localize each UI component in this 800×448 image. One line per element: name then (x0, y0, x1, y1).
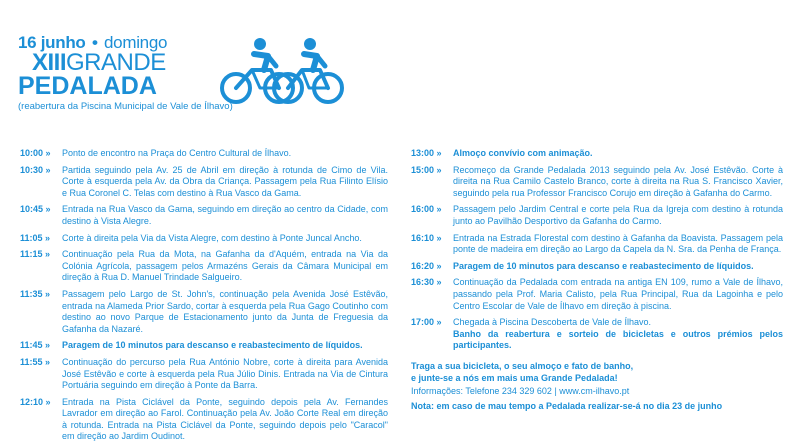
entry-time: 10:00 » (20, 148, 51, 158)
weather-note: Nota: em caso de mau tempo a Pedalada realizar-se-á no dia 23 de junho (411, 400, 723, 411)
entry-text (62, 148, 388, 160)
schedule-entry (411, 233, 783, 256)
event-title-line1 (32, 49, 233, 76)
entry-description: Chegada à Piscina Descoberta de Vale de Ílhavo. (453, 317, 651, 328)
two-cyclists-icon (216, 30, 346, 110)
entry-text (453, 204, 783, 227)
event-title-line2: PEDALADA (18, 72, 157, 100)
schedule-entry (411, 148, 783, 160)
entry-time: 16:20 » (411, 260, 442, 271)
schedule-entry (411, 165, 783, 200)
weekday: domingo (104, 33, 168, 52)
entry-text (453, 233, 783, 256)
entry-description: Partida seguindo pela Av. 25 de Abril em direção à rotunda de Cimo de Vila. Corte à esquerda pela Av. da Obra da Criança. Passagem pela Rua Filinto Elísio e Rua Coronel C. Telas com destino à Rua Vasco da Gama. (62, 164, 388, 198)
schedule-entry (20, 340, 388, 352)
schedule-entry (20, 357, 388, 392)
entry-time: 15:00 » (411, 164, 442, 175)
entry-time: 11:55 » (20, 356, 51, 367)
event-subtitle: (reabertura da Piscina Municipal de Vale de Ílhavo) (18, 101, 233, 112)
entry-time: 13:00 » (411, 148, 442, 158)
entry-text (62, 204, 388, 227)
entry-description: Entrada na Rua Vasco da Gama, seguindo em direção ao centro da Cidade, com destino à Vista Alegre. (62, 204, 388, 226)
entry-description: Continuação do percurso pela Rua António Nobre, corte à direita para Avenida José Estêvão e corte à esquerda pela Rua Júlio Dinis. Entrada na Via de Cintura Portuária seguindo em direção à Ponte da Barra. (62, 356, 388, 391)
entry-text (62, 289, 388, 335)
entry-time: 16:10 » (411, 232, 442, 243)
entry-time: 17:00 » (411, 317, 442, 328)
entry-time: 10:45 » (20, 204, 51, 215)
entry-time: 16:30 » (411, 277, 442, 288)
schedule-entry (20, 289, 388, 335)
schedule-entry (20, 148, 388, 160)
schedule-entry (20, 249, 388, 284)
entry-time: 11:15 » (20, 249, 51, 260)
entry-description: Ponto de encontro na Praça do Centro Cultural de Ílhavo. (62, 148, 292, 158)
entry-text (62, 397, 388, 443)
entry-description: Continuação da Pedalada com entrada na antiga EN 109, rumo a Vale de Ílhavo, passando pela Prof. Maria Calisto, pela Rua Principal, Rua da Lagoinha e pelo Centro Escolar de Vale de Ílhavo em direção à piscina. (453, 277, 783, 311)
entry-time: 12:10 » (20, 396, 51, 407)
entry-description: Continuação pela Rua da Mota, na Gafanha da d'Aquém, entrada na Via da Colónia Agrícola, passagem pelos Armazéns Gerais da Câmara Municipal em direção à Rua D. Manuel Trindade Salgueiro. (62, 249, 388, 283)
schedule-entry (411, 317, 783, 352)
schedule-right-column (411, 148, 783, 412)
entry-text (453, 165, 783, 200)
entry-description: Paragem de 10 minutos para descanso e reabastecimento de líquidos. (62, 340, 363, 351)
schedule-entry (20, 204, 388, 227)
schedule-entry (20, 397, 388, 443)
entry-description: Corte à direita pela Via da Vista Alegre, com destino à Ponte Juncal Ancho. (62, 232, 362, 243)
entry-time: 11:45 » (20, 340, 51, 351)
contact-info: Informações: Telefone 234 329 602 | www.cm-ilhavo.pt (411, 386, 630, 397)
entry-text (453, 148, 783, 160)
entry-time: 11:35 » (20, 288, 51, 299)
schedule-left-column (20, 148, 388, 448)
schedule-entry (411, 204, 783, 227)
entry-description: Entrada na Pista Ciclável da Ponte, seguindo depois pela Av. Fernandes Lavrador em direção ao Farol. Continuação pela Av. João Corte Real em direção à rotunda. Entrada na Pista Ciclável da Ponte, seguindo depois pelo "Caracol" em direção ao Jardim Oudinot. (62, 396, 388, 442)
entry-text (62, 233, 388, 245)
entry-time: 16:00 » (411, 204, 442, 215)
entry-description: Passagem pelo Largo de St. John's, continuação pela Avenida José Estêvão, entrada na Alameda Prior Sardo, cortar à esquerda pela Rua Gago Coutinho com destino ao novo Parque de Estacionamento junto da Junta de Freguesia da Gafanha da Nazaré. (62, 288, 388, 334)
date-day: 16 junho (18, 33, 86, 52)
entry-description: Recomeço da Grande Pedalada 2013 seguindo pela Av. José Estêvão. Corte à direita na Rua Camilo Castelo Branco, corte à direita na Rua S. Francisco Xavier, seguindo pela rua Professor Francisco Corujo em direção à Gafanha do Carmo. (453, 164, 783, 198)
entry-highlight: Banho da reabertura e sorteio de bicicletas e outros prémios pelos participantes. (453, 328, 783, 351)
entry-text (62, 165, 388, 200)
poster-header (18, 34, 233, 113)
entry-text (62, 340, 388, 352)
schedule-entry (411, 261, 783, 273)
entry-description: Almoço convívio com animação. (453, 148, 593, 158)
entry-text (453, 317, 783, 352)
invitation-line-2: e junte-se a nós em mais uma Grande Pedalada! (411, 372, 618, 383)
entry-description: Paragem de 10 minutos para descanso e reabastecimento de líquidos. (453, 260, 754, 271)
footer (411, 361, 783, 412)
schedule-entry (411, 277, 783, 312)
entry-time: 10:30 » (20, 164, 51, 175)
entry-text (453, 261, 783, 273)
entry-description: Entrada na Estrada Florestal com destino à Gafanha da Boavista. Passagem pela ponte de madeira em direção ao Largo da Capela da N. Sra. da Penha de França. (453, 232, 783, 255)
entry-text (62, 357, 388, 392)
entry-description: Passagem pelo Jardim Central e corte pela Rua da Igreja com destino à rotunda junto ao Pavilhão Desportivo da Gafanha do Carmo. (453, 204, 783, 226)
date-separator: • (91, 33, 98, 52)
title-edition: XIII (32, 49, 67, 76)
title-grande: GRANDE (66, 49, 166, 76)
entry-time: 11:05 » (20, 232, 51, 243)
schedule-entry (20, 233, 388, 245)
schedule-entry (20, 165, 388, 200)
entry-text (62, 249, 388, 284)
invitation-line-1: Traga a sua bicicleta, o seu almoço e fato de banho, (411, 360, 634, 371)
entry-text (453, 277, 783, 312)
